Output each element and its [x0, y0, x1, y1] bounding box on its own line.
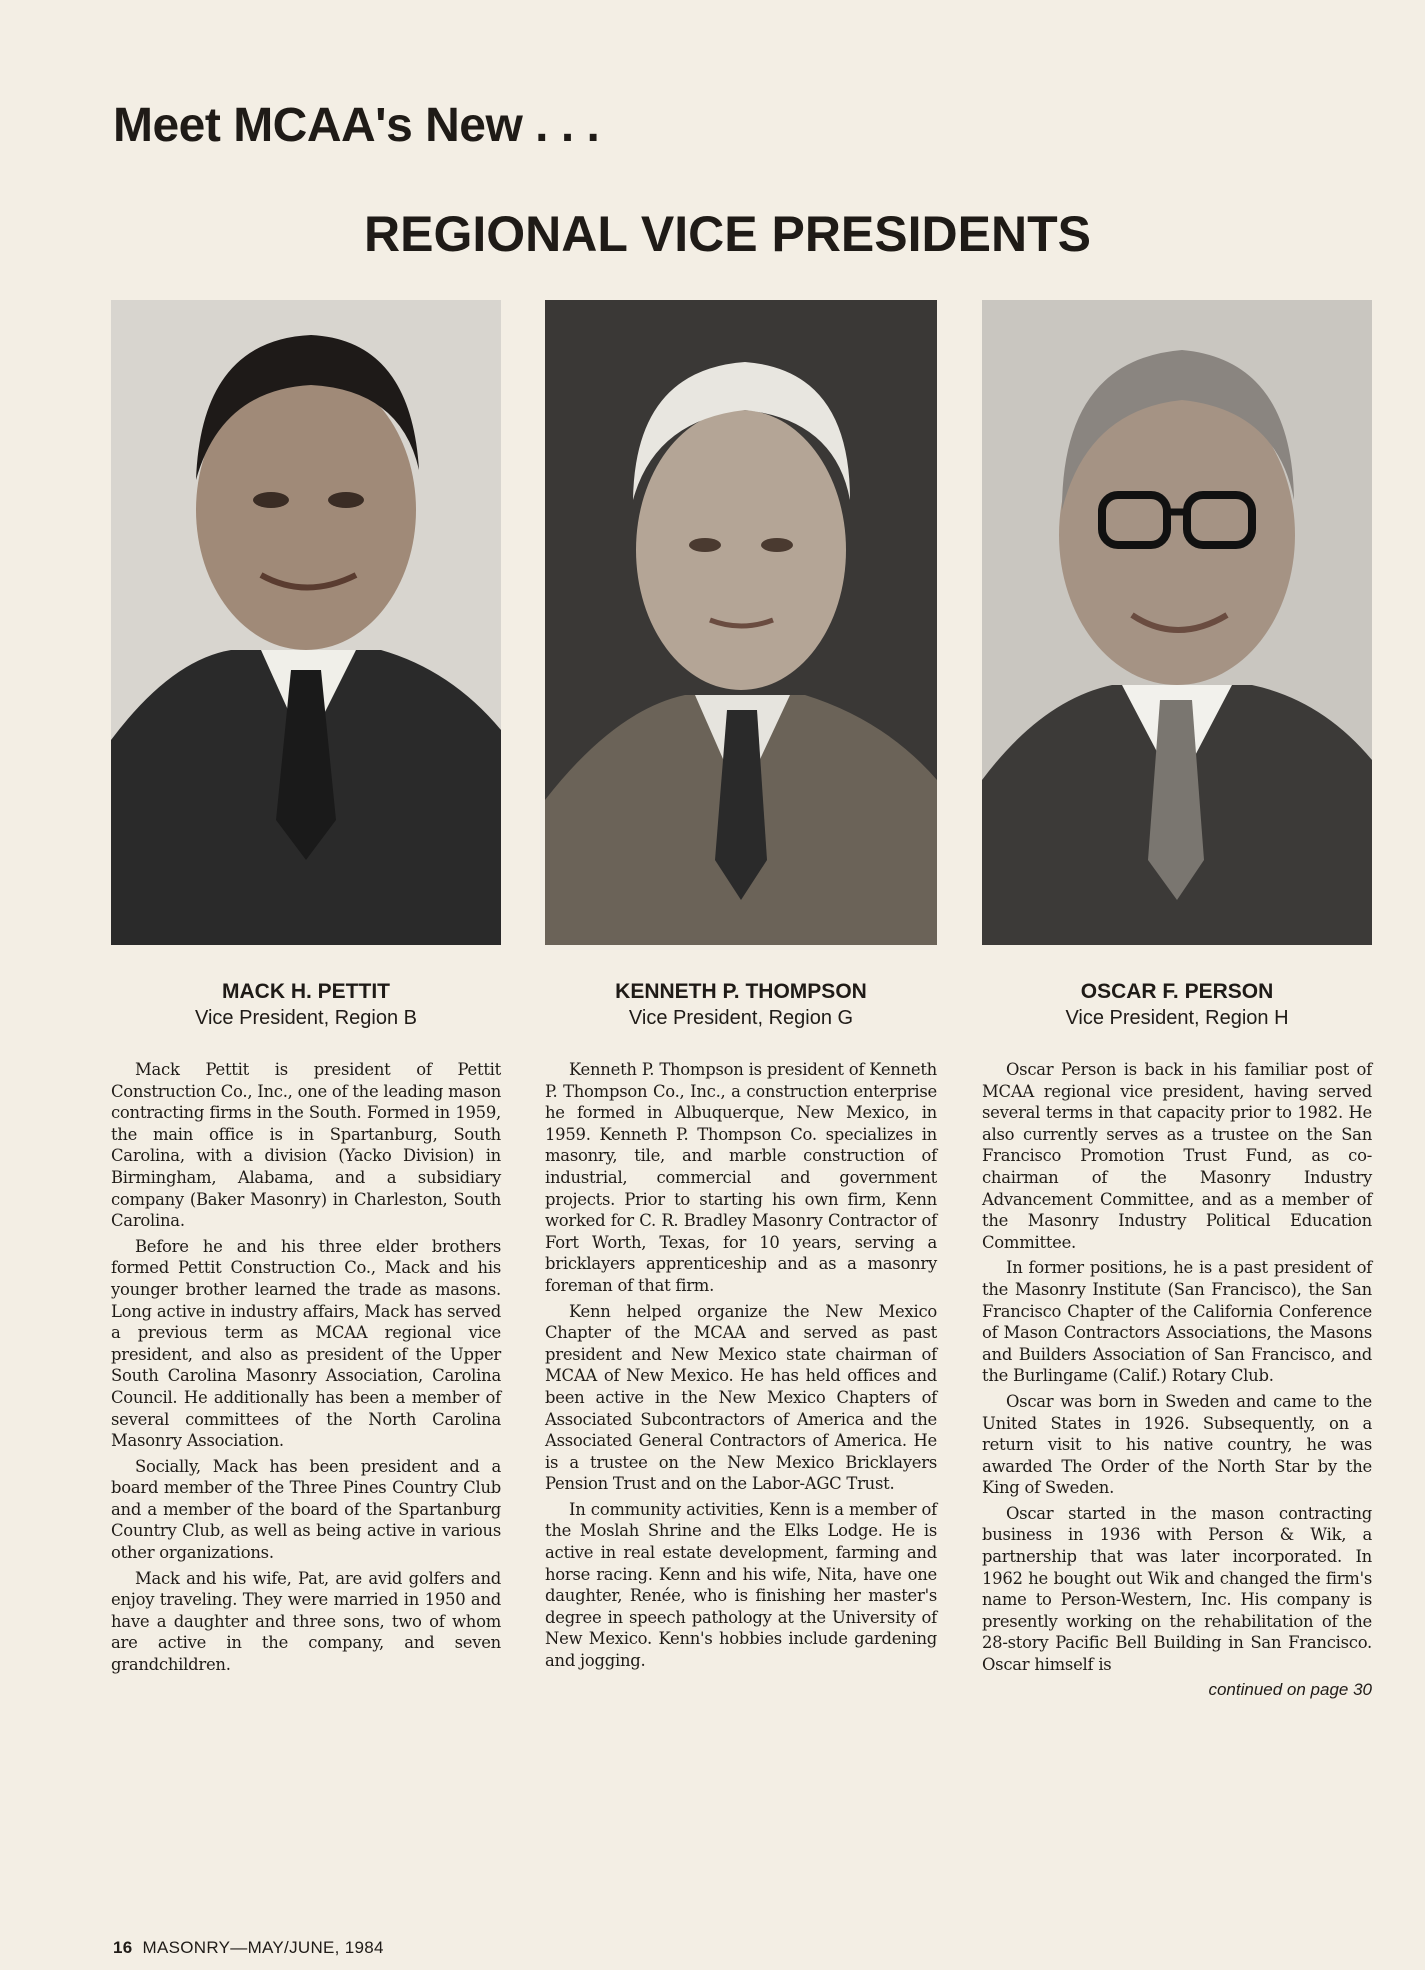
profile-bio — [111, 1059, 501, 1676]
portrait-photo-pettit — [111, 300, 501, 945]
profile-name: MACK H. PETTIT — [222, 980, 390, 1003]
portrait-photo-thompson — [545, 300, 937, 945]
profile-name: OSCAR F. PERSON — [1080, 980, 1274, 1003]
portrait-photo-person — [982, 300, 1372, 945]
profile-bio — [545, 1059, 937, 1672]
bio-paragraph: Oscar was born in Sweden and came to the United States in 1926. Subsequently, on a return visit to his native country, he was awarded The Order of the North Star by the King of Sweden. — [982, 1391, 1372, 1498]
profile-title: Vice President, Region B — [195, 1007, 417, 1029]
profile-pettit — [111, 300, 501, 1680]
page-number: 16 — [113, 1938, 133, 1957]
bio-paragraph: Before he and his three elder brothers formed Pettit Construction Co., Mack and his younger brother learned the trade as masons. Long active in industry affairs, Mack has served a previous term as MCAA regional vice president, and also as president of the Upper South Carolina Masonry Association, Carolina Council. He additionally has been a member of several committees of the North Carolina Masonry Association. — [111, 1236, 501, 1451]
page-title: REGIONAL VICE PRESIDENTS — [364, 206, 1091, 262]
bio-paragraph: In community activities, Kenn is a member of the Moslah Shrine and the Elks Lodge. He is active in real estate development, farming and horse racing. Kenn and his wife, Nita, have one daughter, Renée, who is finishing her master's degree in speech pathology at the University of New Mexico. Kenn's hobbies include gardening and jogging. — [545, 1499, 937, 1671]
profile-person — [982, 300, 1372, 1700]
bio-paragraph: Mack Pettit is president of Pettit Construction Co., Inc., one of the leading mason contracting firms in the South. Formed in 1959, the main office is in Spartanburg, South Carolina, with a division (Yacko Division) in Birmingham, Alabama, and a subsidiary company (Baker Masonry) in Charleston, South Carolina. — [111, 1060, 501, 1231]
bio-paragraph: Oscar Person is back in his familiar post of MCAA regional vice president, having served several terms in that capacity prior to 1982. He also currently serves as a trustee on the San Francisco Promotion Trust Fund, as co-chairman of the Masonry Industry Advancement Committee, and as a member of the Masonry Industry Political Education Committee. — [982, 1060, 1372, 1252]
bio-paragraph: Oscar started in the mason contracting business in 1936 with Person & Wik, a partnership that was later incorporated. In 1962 he bought out Wik and changed the firm's name to Person-Western, Inc. His company is presently working on the rehabilitation of the 28-story Pacific Bell Building in San Francisco. Oscar himself is — [982, 1503, 1372, 1675]
profile-name: KENNETH P. THOMPSON — [615, 980, 867, 1003]
profile-bio — [982, 1059, 1372, 1700]
bio-paragraph: Kenneth P. Thompson is president of Kenneth P. Thompson Co., Inc., a construction enterprise he formed in Albuquerque, New Mexico, in 1959. Kenneth P. Thompson Co. specializes in masonry, tile, and marble construction of industrial, commercial and government projects. Prior to starting his own firm, Kenn worked for C. R. Bradley Masonry Contractor of Fort Worth, Texas, for 10 years, serving a bricklayers apprenticeship and as a masonry foreman of that firm. — [545, 1060, 937, 1295]
continued-note: continued on page 30 — [1208, 1679, 1372, 1699]
profile-title: Vice President, Region G — [628, 1007, 854, 1029]
page-footer — [113, 1938, 384, 1958]
publication-line: MASONRY—MAY/JUNE, 1984 — [142, 1938, 384, 1957]
bio-paragraph: In former positions, he is a past president of the Masonry Institute (San Francisco), the San Francisco Chapter of the California Conference of Mason Contractors Associations, the Masons and Builders Association of San Francisco, and the Burlingame (Calif.) Rotary Club. — [982, 1258, 1372, 1386]
profile-thompson — [545, 300, 937, 1676]
bio-paragraph: Socially, Mack has been president and a board member of the Three Pines Country Club and a member of the board of the Spartanburg Country Club, as well as being active in various other organizations. — [111, 1456, 501, 1563]
profile-title: Vice President, Region H — [1065, 1007, 1289, 1029]
bio-paragraph: Mack and his wife, Pat, are avid golfers and enjoy traveling. They were married in 1950 and have a daughter and three sons, two of whom are active in the company, and seven grandchildren. — [111, 1568, 501, 1675]
bio-paragraph: Kenn helped organize the New Mexico Chapter of the MCAA and served as past president and New Mexico state chairman of MCAA of New Mexico. He has held offices and been active in the New Mexico Chapters of Associated Subcontractors of America and the Associated General Contractors of America. He is a trustee on the New Mexico Bricklayers Pension Trust and on the Labor-AGC Trust. — [545, 1301, 937, 1494]
page-kicker: Meet MCAA's New . . . — [113, 99, 600, 152]
